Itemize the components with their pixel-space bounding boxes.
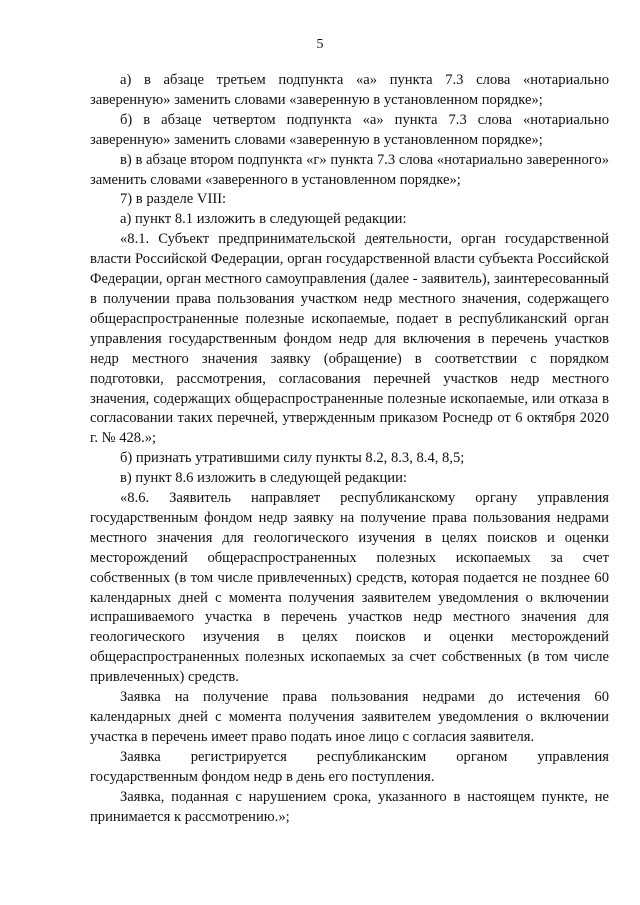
page-number: 5 xyxy=(316,37,324,52)
paragraph-5: а) пункт 8.1 изложить в следующей редакции: xyxy=(120,211,407,228)
paragraph-9: «8.6. Заявитель направляет республиканскому органу управления государственным фондом недр заявку на получение права пользования недрами местного значения для геологического изучения в целях поисков и оценки месторождений общераспространенных полезных ископаемых за счет собственных (в том числе привлеченных) средств, которая подается не позднее 60 календарных дней с момента получения заявителем уведомления о включении испрашиваемого участка в перечень участков недр местного значения для геологического изучения в целях поисков и оценки месторождений общераспространенных полезных ископаемых за счет собственных (в том числе привлеченных) средств. xyxy=(90,490,609,686)
paragraph-1: а) в абзаце третьем подпункта «а» пункта 7.3 слова «нотариально заверенную» заменить словами «заверенную в установленном порядке»; xyxy=(90,72,609,108)
document-body xyxy=(90,71,609,827)
paragraph-6: «8.1. Субъект предпринимательской деятельности, орган государственной власти Российской Федерации, орган государственной власти субъекта Российской Федерации, орган местного самоуправления (далее - заявитель), заинтересованный в получении права пользования участком недр местного значения, содержащего общераспространенные полезные ископаемые, подает в республиканский орган управления государственным фондом недр для включения в перечень участков недр местного значения заявку (обращение) в соответствии с порядком подготовки, рассмотрения, согласования перечней участков недр местного значения, содержащих общераспространенные полезные ископаемые, или отказа в согласовании таких перечней, утвержденным приказом Роснедр от 6 октября 2020 г. № 428.»; xyxy=(90,231,609,447)
paragraph-8: в) пункт 8.6 изложить в следующей редакции: xyxy=(120,470,407,487)
paragraph-2: б) в абзаце четвертом подпункта «а» пункта 7.3 слова «нотариально заверенную» заменить словами «заверенную в установленном порядке»; xyxy=(90,111,609,148)
paragraph-11: Заявка регистрируется республиканским органом управления государственным фондом недр в день его поступления. xyxy=(90,748,609,785)
paragraph-4: 7) в разделе VIII: xyxy=(120,191,227,208)
paragraph-12: Заявка, поданная с нарушением срока, указанного в настоящем пункте, не принимается к рассмотрению.»; xyxy=(90,788,609,825)
paragraph-10: Заявка на получение права пользования недрами до истечения 60 календарных дней с момента получения заявителем уведомления о включении участка в перечень имеет право подать иное лицо с согласия заявителя. xyxy=(90,689,609,745)
paragraph-3: в) в абзаце втором подпункта «г» пункта 7.3 слова «нотариально заверенного» заменить словами «заверенного в установленном порядке»; xyxy=(90,151,609,188)
paragraph-7: б) признать утратившими силу пункты 8.2, 8.3, 8.4, 8,5; xyxy=(120,450,465,467)
